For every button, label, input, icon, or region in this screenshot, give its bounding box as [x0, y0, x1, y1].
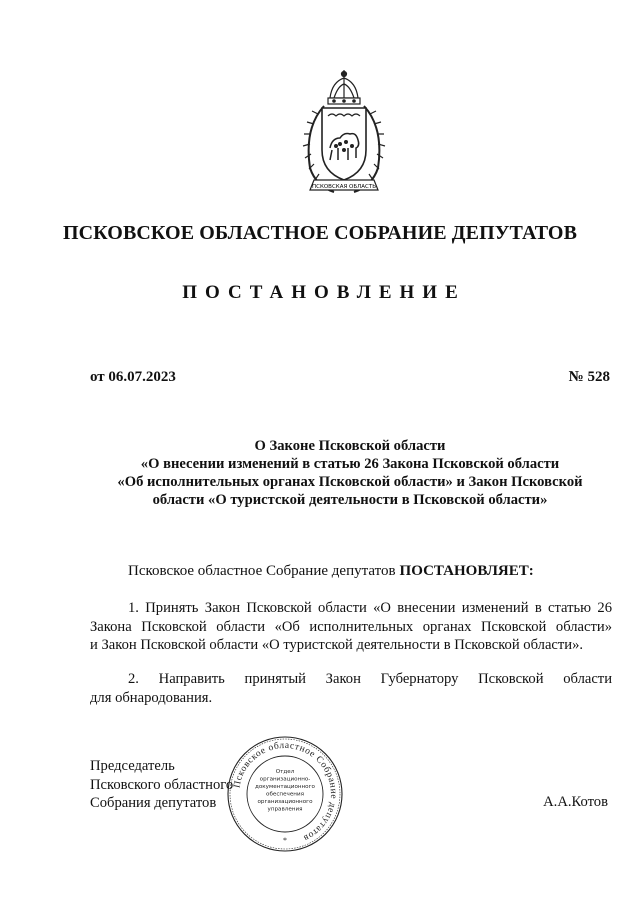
emblem-ribbon-text: ПСКОВСКАЯ ОБЛАСТЬ — [311, 184, 377, 190]
paragraph-line: Закона Псковской области «Об исполнительных органах Псковской области» — [90, 618, 612, 635]
position-line: Собрания депутатов — [90, 795, 217, 811]
stamp-inner-line: управления — [267, 806, 303, 813]
paragraph-line: и Закон Псковской области «О туристской деятельности в Псковской области». — [90, 637, 584, 653]
stamp-inner-line: организационно- — [259, 776, 311, 783]
document-subject — [90, 437, 610, 509]
preamble-text: Псковское областное Собрание депутатов — [128, 563, 396, 579]
stamp-inner-line: обеспечения — [266, 791, 304, 798]
stamp-inner-line: документационного — [255, 784, 315, 790]
stamp-inner-line: Отдел — [275, 769, 295, 775]
preamble — [128, 563, 534, 580]
stamp-star-icon: * — [283, 836, 287, 845]
paragraph-line: 2. Направить принятый Закон Губернатору Псковской области — [128, 671, 612, 687]
subject-line: «Об исполнительных органах Псковской области» и Закон Псковской — [117, 474, 583, 490]
resolution-item-1 — [90, 599, 612, 655]
signatory-name: А.А.Котов — [543, 794, 608, 810]
signatory-position — [90, 757, 233, 813]
stamp-inner-line: организационного — [257, 799, 313, 805]
official-stamp-icon — [226, 735, 344, 853]
document-type: ПОСТАНОВЛЕНИЕ — [182, 282, 466, 303]
paragraph-line: 1. Принять Закон Псковской области «О внесении изменений в статью 26 — [128, 600, 612, 616]
subject-line: О Законе Псковской области — [254, 438, 446, 454]
position-line: Псковского областного — [90, 776, 234, 793]
paragraph-line: для обнародования. — [90, 689, 213, 706]
position-line: Председатель — [90, 758, 175, 774]
document-number: № 528 — [568, 369, 610, 385]
subject-line: «О внесении изменений в статью 26 Закона Псковской области — [140, 456, 560, 472]
coat-of-arms-icon — [294, 68, 394, 200]
subject-line: области «О туристской деятельности в Псковской области» — [152, 492, 548, 508]
preamble-verb: ПОСТАНОВЛЯЕТ: — [399, 563, 534, 579]
stamp-ring-text: Псковское областное Собрание депутатов — [232, 740, 339, 843]
organization-title: ПСКОВСКОЕ ОБЛАСТНОЕ СОБРАНИЕ ДЕПУТАТОВ — [62, 222, 578, 244]
resolution-item-2 — [90, 670, 612, 707]
document-date: от 06.07.2023 — [90, 369, 176, 385]
